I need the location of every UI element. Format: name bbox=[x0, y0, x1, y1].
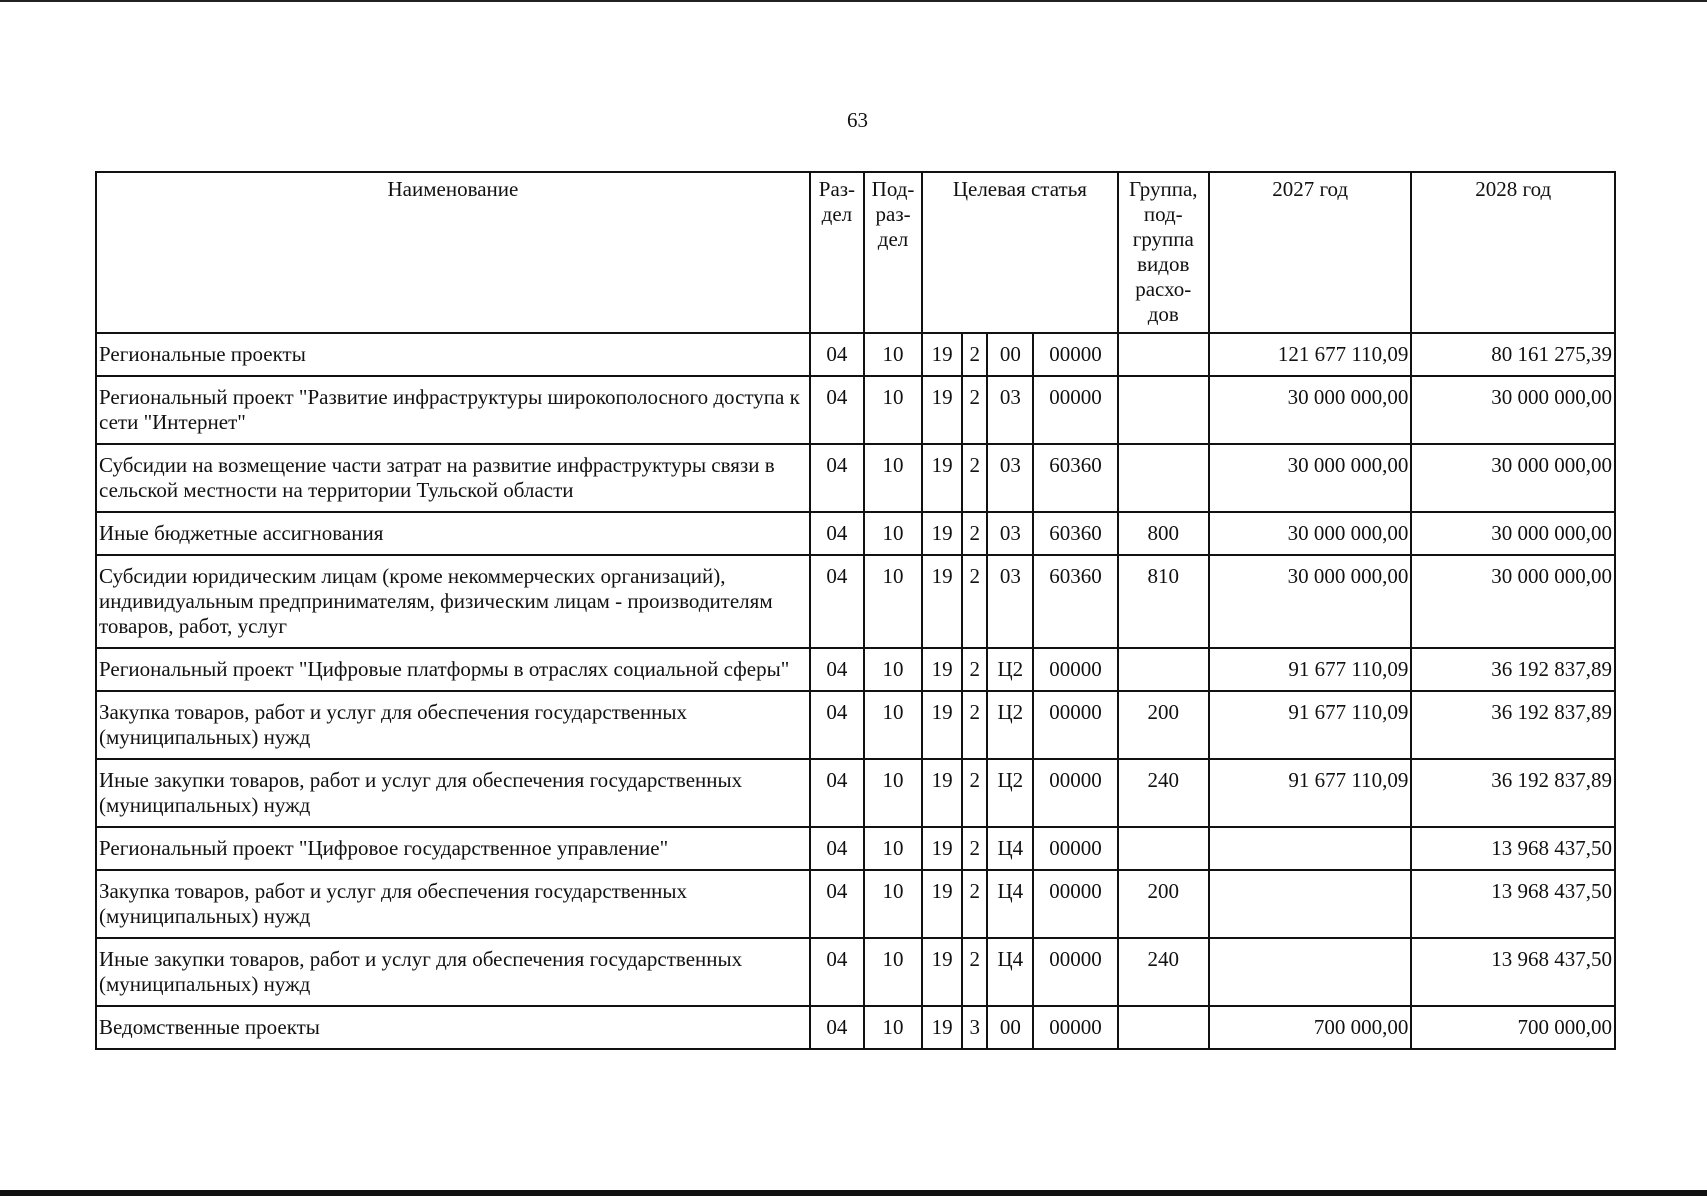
cell-target-project: 03 bbox=[987, 512, 1033, 555]
cell-target-type: 2 bbox=[962, 648, 987, 691]
table-row bbox=[96, 691, 1615, 759]
cell-podrazdel: 10 bbox=[864, 691, 922, 759]
cell-amount-2028: 36 192 837,89 bbox=[1411, 759, 1615, 827]
header-razdel: Раз- дел bbox=[810, 172, 864, 333]
header-podrazdel: Под- раз- дел bbox=[864, 172, 922, 333]
cell-name: Региональные проекты bbox=[96, 333, 810, 376]
cell-razdel: 04 bbox=[810, 870, 864, 938]
cell-target-direction: 60360 bbox=[1033, 444, 1117, 512]
cell-target-type: 3 bbox=[962, 1006, 987, 1049]
cell-amount-2028: 36 192 837,89 bbox=[1411, 648, 1615, 691]
cell-name: Закупка товаров, работ и услуг для обеспечения государственных (муниципальных) нужд bbox=[96, 691, 810, 759]
cell-target-direction: 00000 bbox=[1033, 870, 1117, 938]
cell-name: Иные закупки товаров, работ и услуг для обеспечения государственных (муниципальных) нужд bbox=[96, 759, 810, 827]
cell-amount-2028: 30 000 000,00 bbox=[1411, 512, 1615, 555]
cell-target-direction: 00000 bbox=[1033, 938, 1117, 1006]
cell-amount-2028: 36 192 837,89 bbox=[1411, 691, 1615, 759]
cell-target-project: 00 bbox=[987, 333, 1033, 376]
cell-podrazdel: 10 bbox=[864, 1006, 922, 1049]
cell-target-program: 19 bbox=[922, 1006, 962, 1049]
cell-podrazdel: 10 bbox=[864, 759, 922, 827]
cell-amount-2028: 30 000 000,00 bbox=[1411, 376, 1615, 444]
cell-target-type: 2 bbox=[962, 827, 987, 870]
header-expense-group: Группа, под- группа видов расхо- дов bbox=[1118, 172, 1209, 333]
bottom-border-line bbox=[0, 1190, 1707, 1196]
cell-name: Закупка товаров, работ и услуг для обеспечения государственных (муниципальных) нужд bbox=[96, 870, 810, 938]
cell-expense-group bbox=[1118, 333, 1209, 376]
cell-name: Региональный проект "Цифровые платформы в отраслях социальной сферы" bbox=[96, 648, 810, 691]
cell-target-program: 19 bbox=[922, 827, 962, 870]
cell-razdel: 04 bbox=[810, 648, 864, 691]
cell-target-direction: 00000 bbox=[1033, 827, 1117, 870]
header-target-article: Целевая статья bbox=[922, 172, 1118, 333]
header-year-2027: 2027 год bbox=[1209, 172, 1412, 333]
cell-expense-group: 200 bbox=[1118, 870, 1209, 938]
cell-target-project: Ц2 bbox=[987, 759, 1033, 827]
cell-target-program: 19 bbox=[922, 555, 962, 648]
cell-expense-group bbox=[1118, 1006, 1209, 1049]
cell-razdel: 04 bbox=[810, 376, 864, 444]
cell-target-project: Ц4 bbox=[987, 827, 1033, 870]
cell-target-program: 19 bbox=[922, 870, 962, 938]
cell-target-type: 2 bbox=[962, 555, 987, 648]
cell-target-type: 2 bbox=[962, 759, 987, 827]
cell-amount-2027: 91 677 110,09 bbox=[1209, 691, 1412, 759]
table-row bbox=[96, 759, 1615, 827]
cell-target-type: 2 bbox=[962, 512, 987, 555]
cell-podrazdel: 10 bbox=[864, 648, 922, 691]
cell-podrazdel: 10 bbox=[864, 376, 922, 444]
cell-expense-group bbox=[1118, 648, 1209, 691]
table-row bbox=[96, 870, 1615, 938]
cell-razdel: 04 bbox=[810, 759, 864, 827]
cell-target-direction: 00000 bbox=[1033, 333, 1117, 376]
cell-expense-group: 800 bbox=[1118, 512, 1209, 555]
table-body bbox=[96, 333, 1615, 1049]
top-border-line bbox=[0, 0, 1707, 2]
cell-name: Иные бюджетные ассигнования bbox=[96, 512, 810, 555]
cell-target-type: 2 bbox=[962, 376, 987, 444]
cell-target-program: 19 bbox=[922, 444, 962, 512]
cell-name: Региональный проект "Развитие инфраструктуры широкополосного доступа к сети "Интернет" bbox=[96, 376, 810, 444]
cell-razdel: 04 bbox=[810, 555, 864, 648]
cell-razdel: 04 bbox=[810, 938, 864, 1006]
cell-amount-2028: 30 000 000,00 bbox=[1411, 444, 1615, 512]
cell-name: Иные закупки товаров, работ и услуг для обеспечения государственных (муниципальных) нужд bbox=[96, 938, 810, 1006]
cell-amount-2027: 121 677 110,09 bbox=[1209, 333, 1412, 376]
cell-target-project: Ц2 bbox=[987, 691, 1033, 759]
cell-amount-2027: 91 677 110,09 bbox=[1209, 648, 1412, 691]
cell-expense-group bbox=[1118, 827, 1209, 870]
cell-expense-group: 240 bbox=[1118, 759, 1209, 827]
table-row bbox=[96, 512, 1615, 555]
cell-target-direction: 00000 bbox=[1033, 648, 1117, 691]
cell-amount-2027 bbox=[1209, 870, 1412, 938]
table-row bbox=[96, 1006, 1615, 1049]
table-row bbox=[96, 376, 1615, 444]
cell-target-project: Ц4 bbox=[987, 938, 1033, 1006]
cell-razdel: 04 bbox=[810, 827, 864, 870]
cell-podrazdel: 10 bbox=[864, 444, 922, 512]
cell-amount-2028: 13 968 437,50 bbox=[1411, 827, 1615, 870]
cell-target-project: 03 bbox=[987, 444, 1033, 512]
cell-expense-group: 200 bbox=[1118, 691, 1209, 759]
cell-amount-2027: 30 000 000,00 bbox=[1209, 512, 1412, 555]
cell-razdel: 04 bbox=[810, 333, 864, 376]
cell-name: Региональный проект "Цифровое государственное управление" bbox=[96, 827, 810, 870]
cell-target-type: 2 bbox=[962, 444, 987, 512]
table-row bbox=[96, 648, 1615, 691]
cell-amount-2027: 91 677 110,09 bbox=[1209, 759, 1412, 827]
cell-target-program: 19 bbox=[922, 938, 962, 1006]
cell-razdel: 04 bbox=[810, 691, 864, 759]
cell-target-direction: 00000 bbox=[1033, 691, 1117, 759]
cell-amount-2027: 30 000 000,00 bbox=[1209, 555, 1412, 648]
header-name: Наименование bbox=[96, 172, 810, 333]
table-row bbox=[96, 333, 1615, 376]
cell-target-project: 00 bbox=[987, 1006, 1033, 1049]
table-row bbox=[96, 555, 1615, 648]
cell-expense-group bbox=[1118, 444, 1209, 512]
cell-expense-group: 240 bbox=[1118, 938, 1209, 1006]
page-number: 63 bbox=[847, 108, 868, 132]
cell-razdel: 04 bbox=[810, 444, 864, 512]
table-row bbox=[96, 827, 1615, 870]
cell-podrazdel: 10 bbox=[864, 512, 922, 555]
cell-expense-group: 810 bbox=[1118, 555, 1209, 648]
header-row bbox=[96, 172, 1615, 333]
cell-target-program: 19 bbox=[922, 376, 962, 444]
cell-amount-2027 bbox=[1209, 827, 1412, 870]
cell-amount-2027: 30 000 000,00 bbox=[1209, 376, 1412, 444]
cell-target-type: 2 bbox=[962, 870, 987, 938]
cell-target-program: 19 bbox=[922, 648, 962, 691]
cell-target-type: 2 bbox=[962, 938, 987, 1006]
cell-amount-2028: 700 000,00 bbox=[1411, 1006, 1615, 1049]
cell-amount-2027 bbox=[1209, 938, 1412, 1006]
cell-razdel: 04 bbox=[810, 1006, 864, 1049]
cell-amount-2028: 13 968 437,50 bbox=[1411, 870, 1615, 938]
cell-podrazdel: 10 bbox=[864, 938, 922, 1006]
cell-amount-2028: 80 161 275,39 bbox=[1411, 333, 1615, 376]
cell-target-program: 19 bbox=[922, 333, 962, 376]
cell-expense-group bbox=[1118, 376, 1209, 444]
cell-target-direction: 00000 bbox=[1033, 376, 1117, 444]
table-row bbox=[96, 444, 1615, 512]
cell-name: Субсидии юридическим лицам (кроме некоммерческих организаций), индивидуальным предпринимателям, физическим лицам - производителям товаров, работ, услуг bbox=[96, 555, 810, 648]
cell-target-project: 03 bbox=[987, 376, 1033, 444]
cell-target-direction: 00000 bbox=[1033, 759, 1117, 827]
cell-amount-2028: 13 968 437,50 bbox=[1411, 938, 1615, 1006]
table-row bbox=[96, 938, 1615, 1006]
cell-target-project: 03 bbox=[987, 555, 1033, 648]
cell-podrazdel: 10 bbox=[864, 333, 922, 376]
budget-table bbox=[95, 171, 1616, 1050]
cell-amount-2027: 700 000,00 bbox=[1209, 1006, 1412, 1049]
cell-target-direction: 60360 bbox=[1033, 555, 1117, 648]
cell-target-direction: 00000 bbox=[1033, 1006, 1117, 1049]
cell-target-program: 19 bbox=[922, 759, 962, 827]
cell-target-program: 19 bbox=[922, 512, 962, 555]
cell-name: Субсидии на возмещение части затрат на развитие инфраструктуры связи в сельской местности на территории Тульской области bbox=[96, 444, 810, 512]
cell-podrazdel: 10 bbox=[864, 870, 922, 938]
cell-target-direction: 60360 bbox=[1033, 512, 1117, 555]
cell-target-project: Ц4 bbox=[987, 870, 1033, 938]
cell-amount-2027: 30 000 000,00 bbox=[1209, 444, 1412, 512]
cell-target-type: 2 bbox=[962, 691, 987, 759]
cell-amount-2028: 30 000 000,00 bbox=[1411, 555, 1615, 648]
cell-podrazdel: 10 bbox=[864, 555, 922, 648]
cell-target-program: 19 bbox=[922, 691, 962, 759]
cell-target-type: 2 bbox=[962, 333, 987, 376]
header-year-2028: 2028 год bbox=[1411, 172, 1615, 333]
cell-target-project: Ц2 bbox=[987, 648, 1033, 691]
cell-razdel: 04 bbox=[810, 512, 864, 555]
cell-name: Ведомственные проекты bbox=[96, 1006, 810, 1049]
cell-podrazdel: 10 bbox=[864, 827, 922, 870]
